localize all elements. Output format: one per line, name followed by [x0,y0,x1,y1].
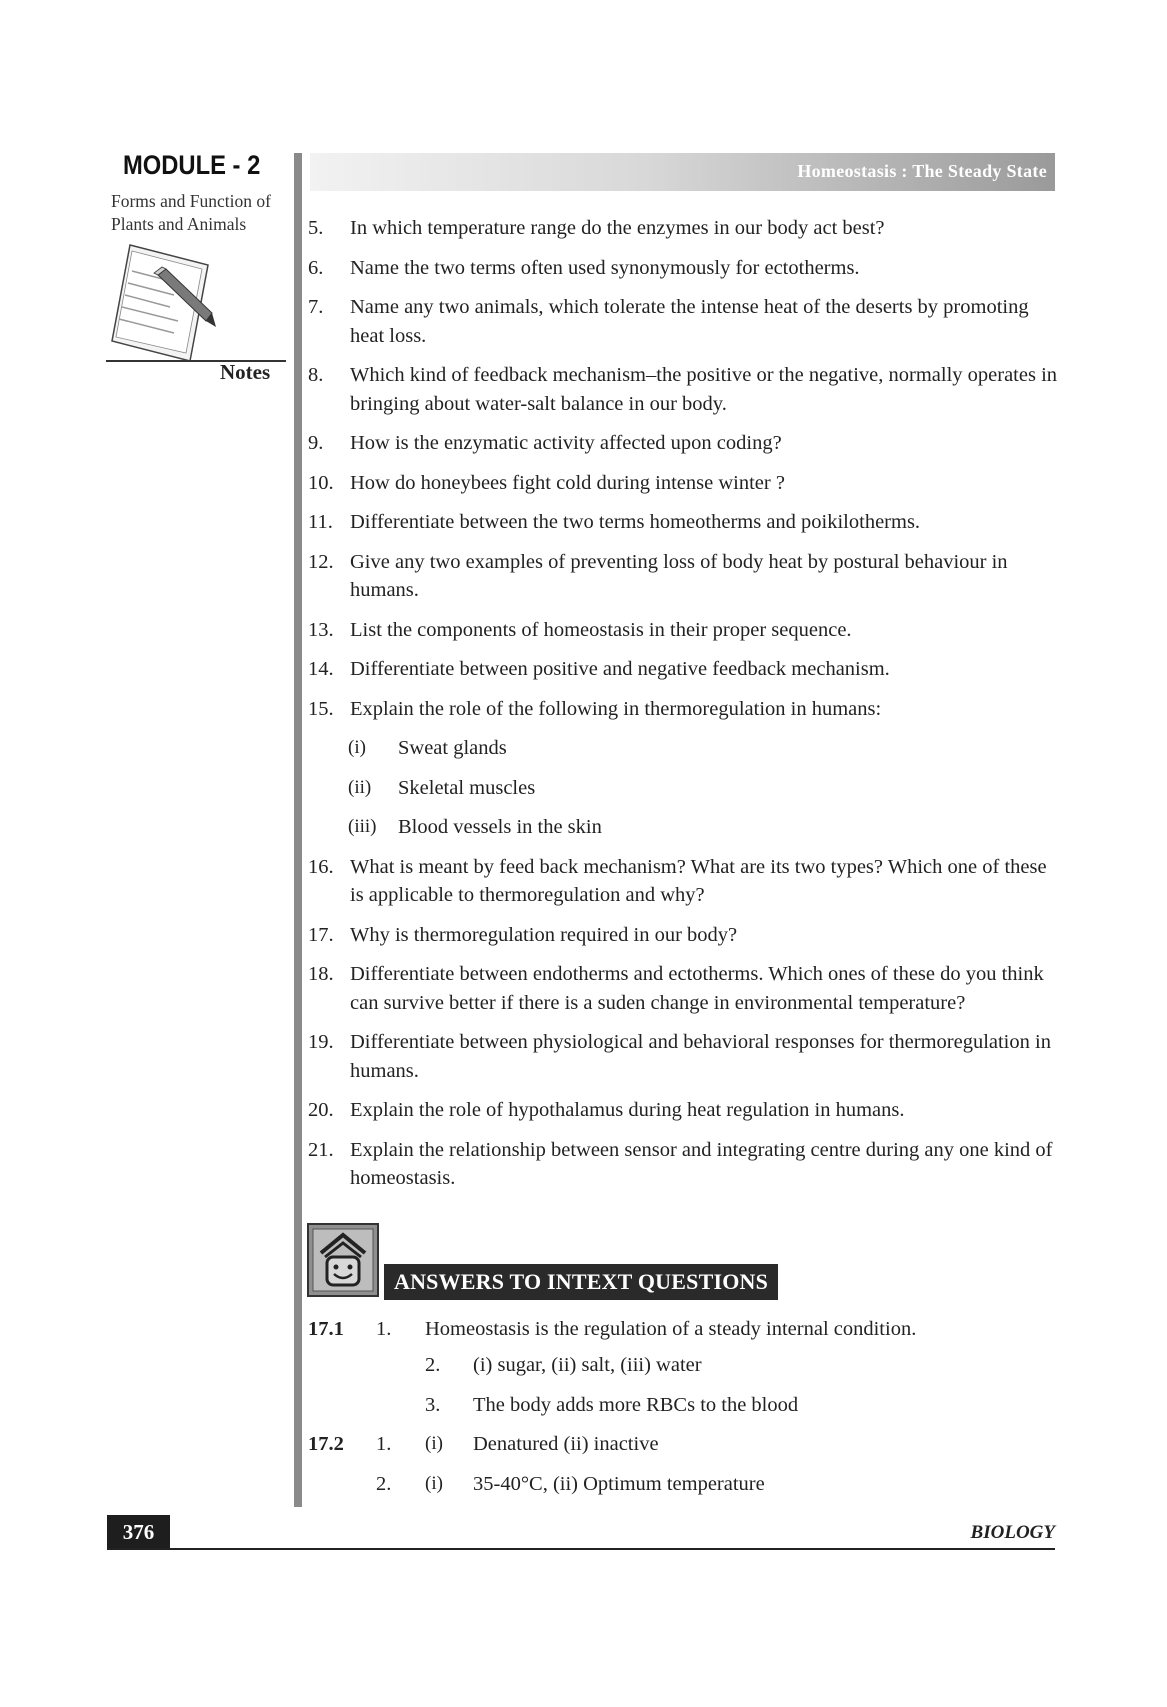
question-number: 21. [308,1138,334,1161]
question-number: 9. [308,432,324,454]
question-item [308,1028,1058,1085]
sub-question [308,813,1058,842]
question-text: Differentiate between the two terms homeotherms and poikilotherms. [350,511,921,533]
question-number: (iii) [348,816,377,837]
answer-section-label: 17.1 [308,1318,344,1340]
question-number: 15. [308,697,334,720]
question-text: List the components of homeostasis in their proper sequence. [350,618,852,641]
answers-banner: ANSWERS TO INTEXT QUESTIONS [384,1264,778,1300]
question-number: 20. [308,1099,334,1121]
question-item [308,1096,1058,1125]
question-item [308,214,1058,243]
question-number: 17. [308,923,334,946]
question-text: Differentiate between endotherms and ectotherms. Which ones of these do you think can survive better if there is a suden change in environmental temperature? [350,963,1044,1014]
question-number: 11. [308,511,333,533]
question-item [308,960,1058,1017]
question-number: 10. [308,471,334,494]
question-number: 6. [308,256,324,279]
question-item [308,853,1058,910]
question-text: What is meant by feed back mechanism? What are its two types? Which one of these is applicable to thermoregulation and why? [350,855,1047,906]
question-item [308,655,1058,684]
answer-text: The body adds more RBCs to the blood [473,1394,799,1416]
question-item [308,361,1058,418]
question-item [308,548,1058,605]
answer-number: 2. [425,1354,441,1376]
answer-number: 3. [425,1394,441,1416]
answer-subnumber: (i) [425,1473,443,1494]
question-number: 19. [308,1031,334,1053]
subject-label: BIOLOGY [970,1522,1055,1543]
question-text: Explain the role of hypothalamus during heat regulation in humans. [350,1099,905,1121]
question-number: 7. [308,296,324,318]
chapter-header [310,153,1055,191]
question-text: Which kind of feedback mechanism–the positive or the negative, normally operates in bringing about water-salt balance in our body. [350,364,1058,415]
question-text: Explain the relationship between sensor and integrating centre during any one kind of homeostasis. [350,1138,1053,1189]
question-number: 18. [308,963,334,985]
question-number: 8. [308,364,324,386]
answer-number: 1. [376,1433,392,1455]
page-number: 376 [107,1515,170,1550]
question-item [308,921,1058,950]
chapter-title: Homeostasis : The Steady State [797,161,1047,181]
question-text: Differentiate between physiological and behavioral responses for thermoregulation in humans. [350,1031,1051,1082]
question-text: Blood vessels in the skin [398,816,602,838]
question-text: How do honeybees fight cold during intense winter ? [350,471,785,494]
question-item [308,695,1058,724]
answer-number: 1. [376,1318,392,1340]
footer-rule [107,1548,1055,1550]
answer-section-label: 17.2 [308,1433,344,1455]
question-text: In which temperature range do the enzymes in our body act best? [350,217,885,239]
module-title: MODULE - 2 [123,150,261,180]
question-item [308,254,1058,283]
question-text: Name any two animals, which tolerate the intense heat of the deserts by promoting heat loss. [350,296,1029,347]
question-number: 14. [308,658,334,680]
notepad-pencil-icon [108,243,218,368]
answer-text: Homeostasis is the regulation of a steady internal condition. [425,1318,917,1340]
question-text: Name the two terms often used synonymously for ectotherms. [350,256,860,279]
question-list [308,214,1058,1204]
question-item [308,616,1058,645]
question-number: (i) [348,737,366,758]
question-text: Explain the role of the following in thermoregulation in humans: [350,697,882,720]
question-text: How is the enzymatic activity affected upon coding? [350,432,782,454]
margin-bar [294,153,302,1507]
answer-text: 35-40°C, (ii) Optimum temperature [473,1473,765,1495]
answer-text: Denatured (ii) inactive [473,1433,659,1455]
question-item [308,508,1058,537]
notes-label: Notes [220,360,271,384]
question-number: 5. [308,217,324,239]
question-number: 13. [308,618,334,641]
question-text: Differentiate between positive and negative feedback mechanism. [350,658,890,680]
module-subtitle-line2: Plants and Animals [111,214,247,234]
answer-number: 2. [376,1473,392,1495]
sub-question [308,774,1058,803]
question-text: Give any two examples of preventing loss of body heat by postural behaviour in humans. [350,550,1008,601]
question-number: 16. [308,855,334,878]
question-number: (ii) [348,776,372,798]
answer-text: (i) sugar, (ii) salt, (iii) water [473,1354,702,1376]
sub-question [308,734,1058,763]
module-subtitle [111,190,291,236]
question-text: Sweat glands [398,737,507,759]
answers-house-face-icon [307,1223,379,1297]
question-text: Skeletal muscles [398,776,536,799]
question-item [308,469,1058,498]
answer-subnumber: (i) [425,1433,443,1454]
question-text: Why is thermoregulation required in our body? [350,923,738,946]
question-item [308,293,1058,350]
module-subtitle-line1: Forms and Function of [111,191,271,211]
question-item [308,1136,1058,1193]
question-number: 12. [308,550,334,573]
question-item [308,429,1058,458]
